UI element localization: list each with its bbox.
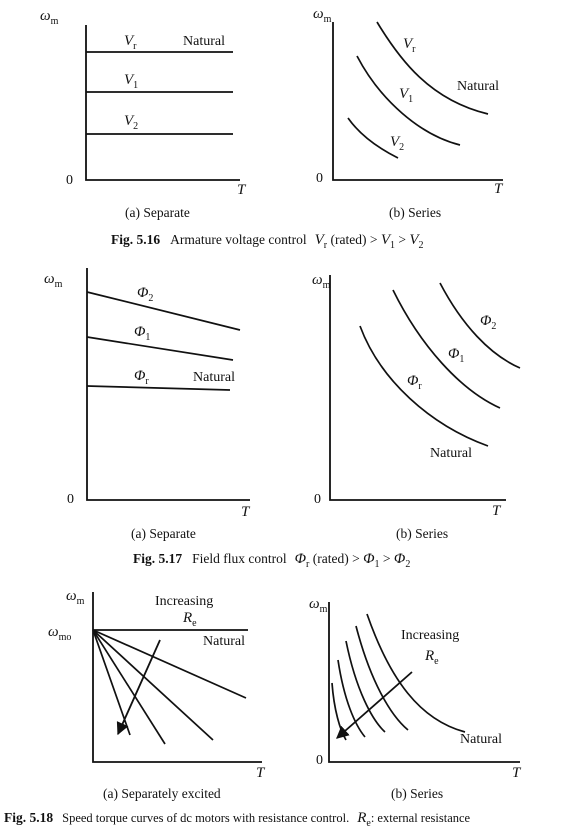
fig16-caption-text: Armature voltage control xyxy=(170,232,307,247)
fig18a-axes xyxy=(93,592,262,762)
fig18b-re-label: $R_e$ xyxy=(425,648,439,667)
fig17b-x-axis-label: T xyxy=(492,503,501,519)
fig16b-label-vr: $V_r$ xyxy=(403,36,416,55)
fig16a-y-axis-label: $\omega_m$ xyxy=(40,8,59,27)
fig18-caption: Fig. 5.18 Speed torque curves of dc motors with resistance control. $R_e^{: external resistance}$ xyxy=(4,810,471,829)
fig17-caption-text: Field flux control xyxy=(192,551,287,566)
fig16a-natural-label: Natural xyxy=(183,34,225,49)
fig16a-label-v2: $V_2$ xyxy=(124,113,139,132)
fig18a-y-axis-label: $\omega_m$ xyxy=(66,588,85,607)
fig18a-re-label: $R_e$ xyxy=(183,610,197,629)
fig16b-caption: (b) Series xyxy=(389,205,442,220)
fig18a-wmo-label: $\omega_{mo}$ xyxy=(48,624,72,643)
fig16b-origin-label: 0 xyxy=(316,171,323,186)
fig17a-y-axis-label: $\omega_m$ xyxy=(44,271,63,290)
fig17b-origin-label: 0 xyxy=(314,492,321,507)
fig18b-natural-label: Natural xyxy=(460,732,502,747)
fig17a-caption: (a) Separate xyxy=(131,526,196,541)
fig17a-label-phir: $\Phi_r$ xyxy=(134,368,149,387)
fig18b-origin-label: 0 xyxy=(316,753,323,768)
fig18a-natural-label: Natural xyxy=(203,634,245,649)
fig18-caption-text: Speed torque curves of dc motors with resistance control. xyxy=(62,811,350,825)
fig17a-label-phi2: $\Phi_2$ xyxy=(137,285,154,304)
fig17a-curve-phi1 xyxy=(87,337,233,360)
fig18a-x-axis-label: T xyxy=(256,765,265,781)
fig16a-origin-label: 0 xyxy=(66,173,73,188)
fig16-caption-label: Fig. 5.16 xyxy=(111,232,161,247)
fig17b-label-phi1: $\Phi_1$ xyxy=(448,346,465,365)
fig17b-y-axis-label: $\omega_m$ xyxy=(312,272,331,291)
fig18b-y-axis-label: $\omega_m$ xyxy=(309,596,328,615)
fig17a-curve-phir xyxy=(87,386,230,390)
fig16b-curve-vr xyxy=(377,22,488,114)
fig17a-curve-phi2 xyxy=(87,292,240,330)
fig16-panel-a xyxy=(40,8,247,220)
fig16-caption: Fig. 5.16 Armature voltage control $V_r$ $^{(rated) >}$ $V_1$ > $V_2$ xyxy=(111,232,424,251)
fig18a-caption: (a) Separately excited xyxy=(103,786,221,801)
fig17-panel-b xyxy=(312,272,520,541)
fig18a-increasing-arrow xyxy=(118,640,160,734)
fig16b-label-v1: $V_1$ xyxy=(399,86,414,105)
fig17-panel-a xyxy=(44,268,251,541)
fig18-caption-label: Fig. 5.18 xyxy=(4,810,54,825)
fig17b-curve-phi1 xyxy=(393,290,500,408)
fig18-panel-b xyxy=(309,596,522,801)
fig16b-axes xyxy=(333,22,503,180)
fig16a-caption: (a) Separate xyxy=(125,205,190,220)
fig17a-origin-label: 0 xyxy=(67,492,74,507)
fig16b-y-axis-label: $\omega_m$ xyxy=(313,6,332,25)
fig17a-label-phi1: $\Phi_1$ xyxy=(134,324,151,343)
fig17a-x-axis-label: T xyxy=(241,504,250,520)
fig17b-caption: (b) Series xyxy=(396,526,449,541)
fig16a-label-v1: $V_1$ xyxy=(124,72,139,91)
fig16-panel-b xyxy=(313,6,504,220)
fig18-panel-a xyxy=(48,588,266,801)
fig17b-label-phir: $\Phi_r$ xyxy=(407,373,422,392)
fig16b-natural-label: Natural xyxy=(457,79,499,94)
fig17a-natural-label: Natural xyxy=(193,370,235,385)
fig18b-increasing-label: Increasing xyxy=(401,628,460,643)
fig18b-caption: (b) Series xyxy=(391,786,444,801)
fig16a-label-vr: $V_r$ xyxy=(124,33,137,52)
fig18b-curve-re2 xyxy=(346,641,385,732)
fig18b-x-axis-label: T xyxy=(512,765,521,781)
fig16b-label-v2: $V_2$ xyxy=(390,134,405,153)
fig17b-curve-phir xyxy=(360,326,488,446)
fig16b-x-axis-label: T xyxy=(494,181,503,197)
fig17b-natural-label: Natural xyxy=(430,446,472,461)
fig17-caption-label: Fig. 5.17 xyxy=(133,551,183,566)
fig17b-label-phi2: $\Phi_2$ xyxy=(480,313,497,332)
fig18a-increasing-label: Increasing xyxy=(155,594,214,609)
fig17-caption: Fig. 5.17 Field flux control $\Phi_r$ $^{(rated) >}$ $\Phi_1$ > $\Phi_2$ xyxy=(133,551,411,570)
fig16a-x-axis-label: T xyxy=(237,182,246,198)
